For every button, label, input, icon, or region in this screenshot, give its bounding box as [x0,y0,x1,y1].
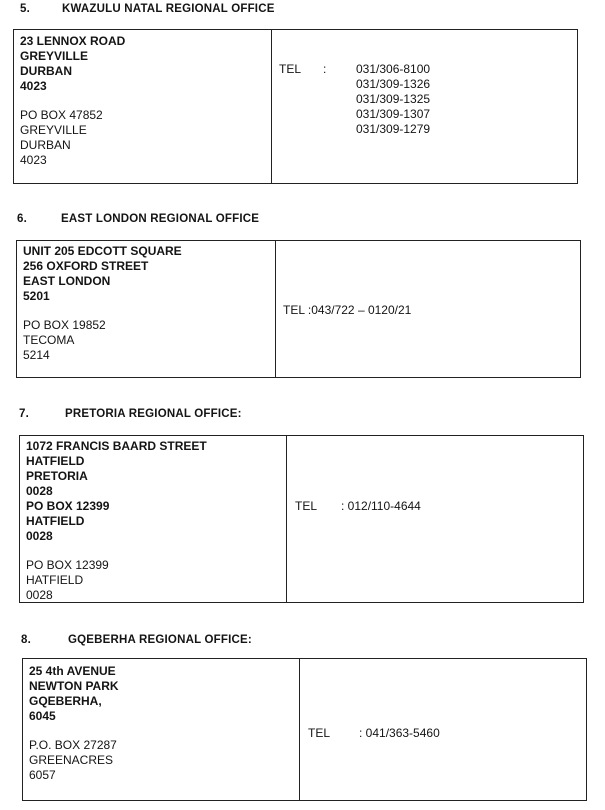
street-line: EAST LONDON [23,274,111,288]
section-number: 5. [20,3,30,15]
postal-line: GREYVILLE [20,123,87,137]
street-line: PRETORIA [26,469,88,483]
section-number: 8. [21,634,31,646]
street-line: 1072 FRANCIS BAARD STREET [26,439,207,453]
postal-line: PO BOX 47852 [20,108,103,122]
street-line: PO BOX 12399 [26,499,110,513]
tel-text: TEL :043/722 – 0120/21 [283,303,412,317]
telephone-cell [283,303,411,318]
tel-value: : 012/110-4644 [341,499,421,513]
street-line: 6045 [29,709,56,723]
postal-line: 6057 [29,768,56,782]
postal-line: 5214 [23,348,50,362]
office-table [16,240,581,378]
address-cell [20,34,125,168]
street-line: 0028 [26,529,53,543]
postal-line: PO BOX 12399 [26,558,109,572]
section-title: KWAZULU NATAL REGIONAL OFFICE [62,3,275,15]
postal-line: DURBAN [20,138,71,152]
tel-label: TEL [279,62,302,76]
street-line: 23 LENNOX ROAD [20,34,126,48]
tel-number-list [356,62,430,137]
tel-number: 031/309-1307 [356,107,431,121]
section-title: GQEBERHA REGIONAL OFFICE: [68,634,252,646]
address-cell [23,244,182,363]
street-line: 0028 [26,484,53,498]
street-line: HATFIELD [26,514,85,528]
section-title: EAST LONDON REGIONAL OFFICE [61,213,260,225]
street-line: GREYVILLE [20,49,89,63]
street-line: GQEBERHA, [29,694,102,708]
street-line: 25 4th AVENUE [29,664,116,678]
tel-value: : 041/363-5460 [359,726,440,740]
street-line: 256 OXFORD STREET [23,259,149,273]
street-line: DURBAN [20,64,72,78]
tel-number: 031/309-1326 [356,77,431,91]
street-line: 5201 [23,289,50,303]
tel-number: 031/309-1279 [356,122,431,136]
office-table [13,29,578,184]
street-line: NEWTON PARK [29,679,119,693]
address-cell [29,664,119,783]
postal-line: TECOMA [23,333,75,347]
street-line: 4023 [20,79,47,93]
section-number: 7. [19,408,29,420]
postal-line: HATFIELD [26,573,84,587]
street-line: UNIT 205 EDCOTT SQUARE [23,244,182,258]
postal-line: GREENACRES [29,753,114,767]
tel-number: 031/306-8100 [356,62,431,76]
tel-number: 031/309-1325 [356,92,431,106]
address-cell [26,439,207,603]
office-table [22,658,587,801]
postal-line: P.O. BOX 27287 [29,738,117,752]
tel-colon: : [323,62,327,76]
postal-line: 4023 [20,153,47,167]
street-line: HATFIELD [26,454,85,468]
section-title: PRETORIA REGIONAL OFFICE: [65,408,242,420]
tel-label: TEL [308,726,331,740]
postal-line: 0028 [26,588,53,602]
postal-line: PO BOX 19852 [23,318,106,332]
office-table [19,435,584,603]
section-number: 6. [17,213,27,225]
tel-label: TEL [295,499,318,513]
